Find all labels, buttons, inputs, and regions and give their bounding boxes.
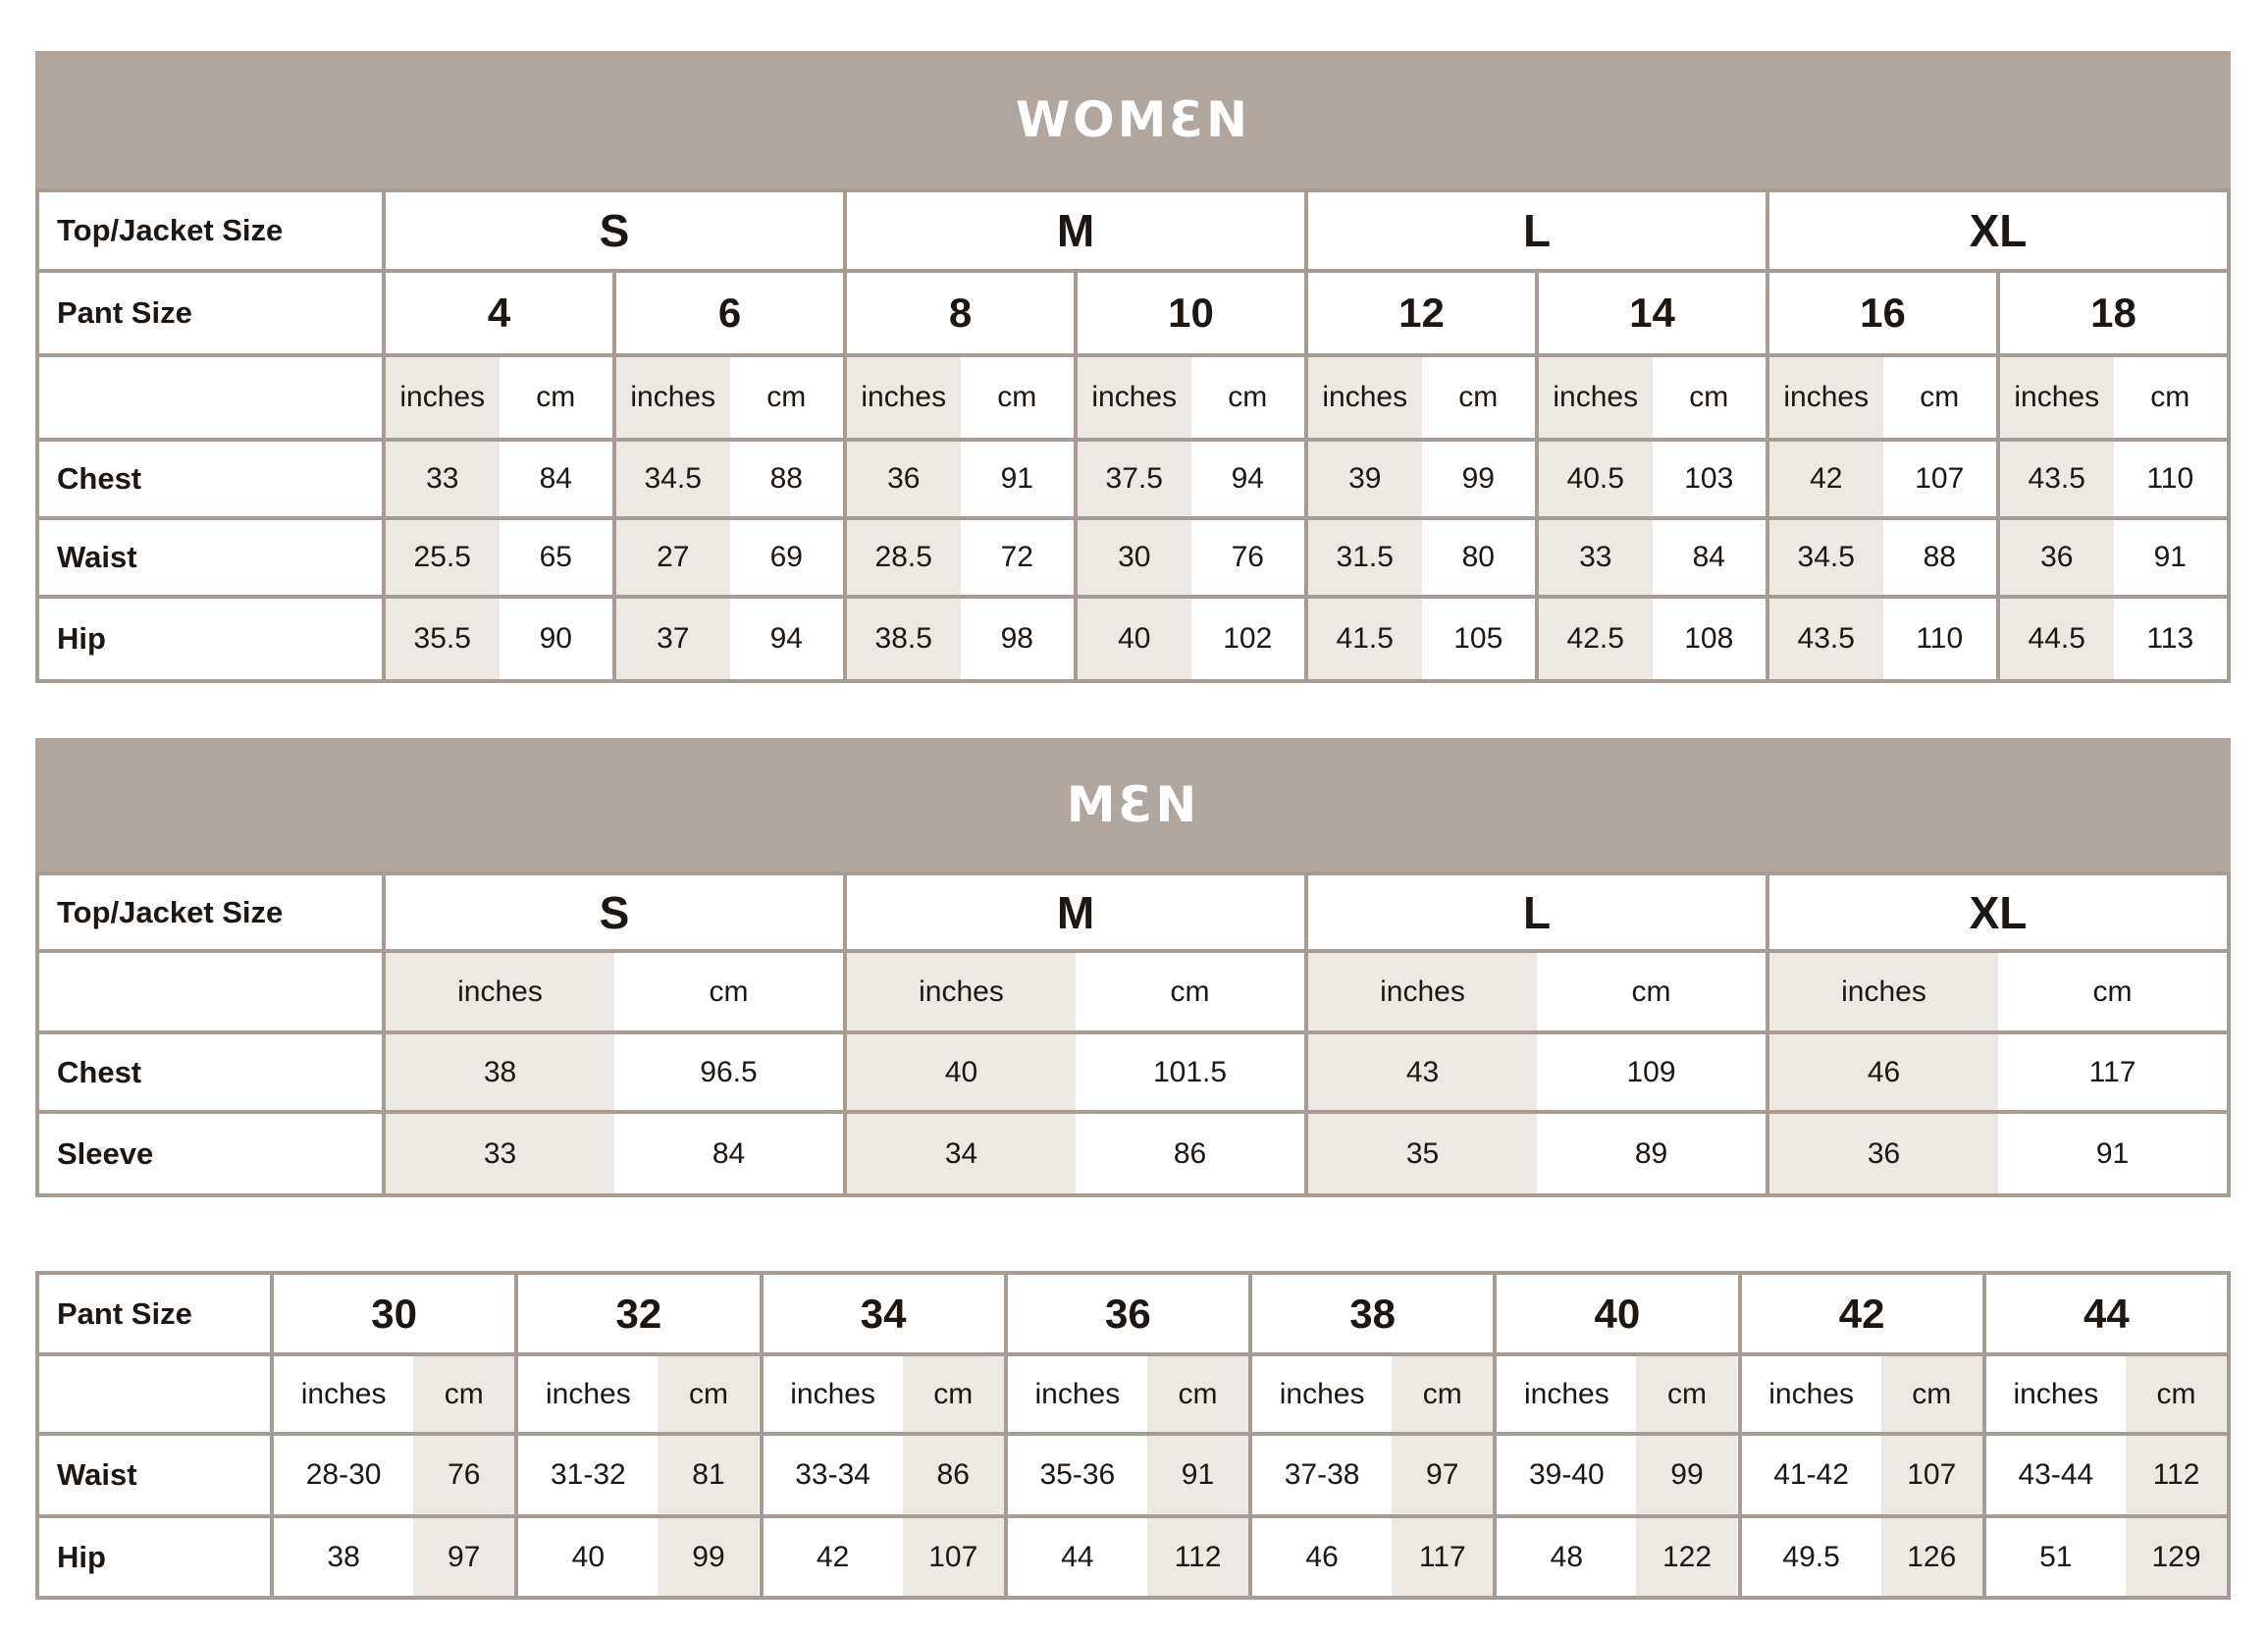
women-units-4-inches: inches	[386, 357, 500, 438]
men-pants-units-34-inches: inches	[790, 1377, 875, 1410]
men-pants-waist-size-32-inches: 31-32	[551, 1458, 626, 1491]
women-chest-size-12-inches: 39	[1308, 442, 1422, 516]
men-pants-hip-size-36-inches: 44	[1061, 1540, 1094, 1573]
men-sleeve-size-XL-inches: 36	[1769, 1114, 1998, 1193]
women-pant-size-18: 18	[2000, 273, 2227, 353]
women-chest-size-10	[1078, 442, 1304, 516]
men-chest-size-XL-cm: 117	[2088, 1055, 2136, 1088]
women-units-6	[616, 357, 843, 438]
men-pants-waist-size-34-cm: 86	[903, 1436, 1004, 1514]
men-pants-waist-size-38-cm: 97	[1392, 1436, 1493, 1514]
women-chest-size-10-cm: 94	[1231, 462, 1264, 495]
men-units-L-cm: cm	[1631, 975, 1671, 1008]
women-pant-size-10: 10	[1078, 273, 1304, 353]
women-chest-size-6	[616, 442, 843, 516]
men-pants-waist-size-36-inches: 35-36	[1039, 1458, 1116, 1491]
men-chest-size-S-cm: 96.5	[700, 1055, 758, 1088]
men-pants-hip-size-44	[1986, 1518, 2227, 1596]
men-pant-size-38: 38	[1252, 1275, 1493, 1352]
men-chest-size-XL-inches: 46	[1769, 1034, 1998, 1110]
men-pant-size-32: 32	[518, 1275, 759, 1352]
women-top-size-S: S	[386, 192, 843, 269]
women-units-8-inches: inches	[847, 357, 961, 438]
women-waist-size-6-inches: 27	[616, 520, 730, 595]
women-units-12-inches: inches	[1308, 357, 1422, 438]
men-pants-waist-size-42-cm: 107	[1881, 1436, 1982, 1514]
women-waist-size-4	[386, 520, 612, 595]
women-waist-size-12-inches: 31.5	[1308, 520, 1422, 595]
women-chest-size-10-inches: 37.5	[1078, 442, 1191, 516]
women-units-18-inches: inches	[2000, 357, 2114, 438]
women-hip-size-16-cm: 110	[1916, 622, 1964, 655]
women-waist-size-16-inches: 34.5	[1769, 520, 1883, 595]
men-pants-waist-size-38-inches: 37-38	[1284, 1458, 1360, 1491]
men-pants-waist-size-44	[1986, 1436, 2227, 1514]
women-units-10-inches: inches	[1078, 357, 1191, 438]
men-pants-waist-size-42	[1742, 1436, 1982, 1514]
women-units-row-spacer	[39, 357, 382, 438]
women-units-14-cm: cm	[1689, 381, 1729, 413]
men-pants-units-40-inches: inches	[1524, 1377, 1609, 1410]
women-units-4-cm: cm	[536, 381, 576, 413]
women-chest-size-6-cm: 88	[769, 462, 803, 495]
men-chest-size-M-inches: 40	[847, 1034, 1076, 1110]
men-pants-units-32	[518, 1356, 759, 1432]
men-pants-row-label-hip: Hip	[39, 1518, 270, 1596]
women-chest-size-16-inches: 42	[1769, 442, 1883, 516]
women-chest-size-14-inches: 40.5	[1539, 442, 1653, 516]
women-units-14	[1539, 357, 1766, 438]
women-chest-size-16-cm: 107	[1915, 462, 1965, 495]
men-chest-size-M	[847, 1034, 1304, 1110]
women-pant-size-14: 14	[1539, 273, 1766, 353]
men-table-title: MƐN	[35, 738, 2231, 871]
men-chest-size-M-cm: 101.5	[1152, 1055, 1228, 1088]
women-grid	[35, 188, 2231, 683]
men-sleeve-size-M-cm: 86	[1173, 1136, 1207, 1170]
men-pants-hip-size-34	[764, 1518, 1004, 1596]
men-pant-size-40: 40	[1497, 1275, 1737, 1352]
women-hip-size-4-inches: 35.5	[386, 599, 500, 679]
men-pants-hip-size-36-cm: 112	[1147, 1518, 1248, 1596]
men-pants-hip-size-34-cm: 107	[903, 1518, 1004, 1596]
women-chest-size-12-cm: 99	[1461, 462, 1495, 495]
men-pants-hip-size-34-inches: 42	[816, 1540, 850, 1573]
women-chest-size-8-cm: 91	[1000, 462, 1033, 495]
women-units-18-cm: cm	[2150, 381, 2190, 413]
men-pants-waist-size-40	[1497, 1436, 1737, 1514]
men-pants-waist-size-40-inches: 39-40	[1529, 1458, 1605, 1491]
men-pants-waist-size-36	[1008, 1436, 1248, 1514]
men-chest-size-XL	[1769, 1034, 2227, 1110]
women-chest-size-16	[1769, 442, 1996, 516]
men-row-label-chest: Chest	[39, 1034, 382, 1110]
women-hip-size-14-cm: 108	[1684, 622, 1734, 655]
men-pants-hip-size-38-inches: 46	[1305, 1540, 1339, 1573]
women-hip-size-8	[847, 599, 1074, 679]
men-pants-units-36-cm: cm	[1147, 1356, 1248, 1432]
women-chest-size-4	[386, 442, 612, 516]
women-top-size-XL: XL	[1769, 192, 2227, 269]
men-top-jacket-size-label: Top/Jacket Size	[39, 875, 382, 949]
men-grid	[35, 871, 2231, 1197]
women-pant-size-label: Pant Size	[39, 273, 382, 353]
women-units-8	[847, 357, 1074, 438]
women-chest-size-18	[2000, 442, 2227, 516]
men-pants-waist-size-32	[518, 1436, 759, 1514]
men-pants-hip-size-32	[518, 1518, 759, 1596]
men-pants-units-36	[1008, 1356, 1248, 1432]
women-waist-size-8-inches: 28.5	[847, 520, 961, 595]
men-units-M-cm: cm	[1170, 975, 1210, 1008]
men-pants-units-34-cm: cm	[903, 1356, 1004, 1432]
men-chest-size-L-inches: 43	[1308, 1034, 1537, 1110]
women-waist-size-8-cm: 72	[1000, 541, 1033, 573]
women-units-16-cm: cm	[1920, 381, 1960, 413]
men-pants-hip-size-32-cm: 99	[658, 1518, 759, 1596]
women-waist-size-10-inches: 30	[1078, 520, 1191, 595]
men-units-L-inches: inches	[1308, 953, 1537, 1030]
women-units-18	[2000, 357, 2227, 438]
women-hip-size-4	[386, 599, 612, 679]
women-units-12	[1308, 357, 1535, 438]
men-chest-size-L	[1308, 1034, 1766, 1110]
men-pants-units-32-inches: inches	[546, 1377, 631, 1410]
men-pants-units-34	[764, 1356, 1004, 1432]
women-table-title: WOMƐN	[35, 51, 2231, 188]
women-chest-size-8-inches: 36	[847, 442, 961, 516]
men-top-size-XL: XL	[1769, 875, 2227, 949]
men-pants-hip-size-32-inches: 40	[571, 1540, 606, 1573]
women-waist-size-14-cm: 84	[1692, 541, 1725, 573]
men-pants-hip-size-40-cm: 122	[1636, 1518, 1737, 1596]
men-pants-units-44-cm: cm	[2126, 1356, 2227, 1432]
women-units-4	[386, 357, 612, 438]
men-pants-units-42	[1742, 1356, 1982, 1432]
men-pants-units-32-cm: cm	[658, 1356, 759, 1432]
women-size-table	[35, 51, 2231, 683]
women-units-16-inches: inches	[1769, 357, 1883, 438]
men-pant-size-42: 42	[1742, 1275, 1982, 1352]
women-hip-size-4-cm: 90	[539, 622, 572, 655]
men-pants-units-42-cm: cm	[1881, 1356, 1982, 1432]
men-pants-units-36-inches: inches	[1034, 1377, 1121, 1410]
women-pant-size-16: 16	[1769, 273, 1996, 353]
men-pants-waist-size-36-cm: 91	[1147, 1436, 1248, 1514]
women-units-10	[1078, 357, 1304, 438]
women-hip-size-18-inches: 44.5	[2000, 599, 2114, 679]
men-pants-hip-size-42	[1742, 1518, 1982, 1596]
men-pants-hip-size-38-cm: 117	[1392, 1518, 1493, 1596]
men-sleeve-size-M	[847, 1114, 1304, 1193]
men-top-size-M: M	[847, 875, 1304, 949]
men-sleeve-size-S	[386, 1114, 843, 1193]
women-hip-size-6-inches: 37	[616, 599, 730, 679]
women-pant-size-4: 4	[386, 273, 612, 353]
women-hip-size-18	[2000, 599, 2227, 679]
men-pants-hip-size-30-cm: 97	[413, 1518, 514, 1596]
men-pants-waist-size-30-cm: 76	[413, 1436, 514, 1514]
men-units-XL	[1769, 953, 2227, 1030]
women-units-6-cm: cm	[766, 381, 807, 413]
men-pants-units-40	[1497, 1356, 1737, 1432]
women-waist-size-6-cm: 69	[769, 541, 803, 573]
women-hip-size-12-cm: 105	[1453, 622, 1503, 655]
women-waist-size-18-inches: 36	[2000, 520, 2114, 595]
men-pant-size-30: 30	[274, 1275, 514, 1352]
men-units-M	[847, 953, 1304, 1030]
men-units-S	[386, 953, 843, 1030]
women-units-6-inches: inches	[616, 357, 730, 438]
men-pants-units-38-cm: cm	[1392, 1356, 1493, 1432]
men-pants-units-row-spacer	[39, 1356, 270, 1432]
men-top-size-S: S	[386, 875, 843, 949]
women-pant-size-6: 6	[616, 273, 843, 353]
women-hip-size-14-inches: 42.5	[1539, 599, 1653, 679]
women-units-14-inches: inches	[1539, 357, 1653, 438]
women-waist-size-4-cm: 65	[539, 541, 572, 573]
men-pants-units-38	[1252, 1356, 1493, 1432]
men-sleeve-size-S-inches: 33	[386, 1114, 614, 1193]
men-pants-waist-size-30	[274, 1436, 514, 1514]
men-pants-units-30-inches: inches	[300, 1377, 387, 1410]
men-units-S-cm: cm	[709, 975, 749, 1008]
men-sleeve-size-XL	[1769, 1114, 2227, 1193]
women-hip-size-14	[1539, 599, 1766, 679]
men-pants-row-label-waist: Waist	[39, 1436, 270, 1514]
men-units-XL-cm: cm	[2092, 975, 2133, 1008]
men-chest-size-S	[386, 1034, 843, 1110]
men-pants-waist-size-38	[1252, 1436, 1493, 1514]
women-waist-size-6	[616, 520, 843, 595]
men-pants-grid	[35, 1271, 2231, 1600]
women-hip-size-12-inches: 41.5	[1308, 599, 1422, 679]
women-hip-size-10-cm: 102	[1223, 622, 1273, 655]
men-pants-units-42-inches: inches	[1768, 1377, 1854, 1410]
women-hip-size-10	[1078, 599, 1304, 679]
women-waist-size-8	[847, 520, 1074, 595]
men-pants-waist-size-44-cm: 112	[2126, 1436, 2227, 1514]
men-units-L	[1308, 953, 1766, 1030]
women-hip-size-16	[1769, 599, 1996, 679]
women-hip-size-6	[616, 599, 843, 679]
women-hip-size-10-inches: 40	[1078, 599, 1191, 679]
men-pants-hip-size-44-inches: 51	[2039, 1540, 2073, 1573]
women-row-label-waist: Waist	[39, 520, 382, 595]
men-units-S-inches: inches	[386, 953, 614, 1030]
women-chest-size-4-inches: 33	[386, 442, 500, 516]
men-pants-units-40-cm: cm	[1636, 1356, 1737, 1432]
men-pants-hip-size-42-inches: 49.5	[1782, 1540, 1840, 1573]
men-pants-hip-size-30-inches: 38	[327, 1540, 360, 1573]
men-pants-units-30-cm: cm	[413, 1356, 514, 1432]
women-waist-size-14	[1539, 520, 1766, 595]
men-pants-units-44	[1986, 1356, 2227, 1432]
men-pants-waist-size-32-cm: 81	[658, 1436, 759, 1514]
women-row-label-chest: Chest	[39, 442, 382, 516]
women-top-size-L: L	[1308, 192, 1766, 269]
women-chest-size-6-inches: 34.5	[616, 442, 730, 516]
women-hip-size-12	[1308, 599, 1535, 679]
women-waist-size-10	[1078, 520, 1304, 595]
men-pants-units-38-inches: inches	[1279, 1377, 1365, 1410]
women-top-jacket-size-label: Top/Jacket Size	[39, 192, 382, 269]
men-pants-hip-size-38	[1252, 1518, 1493, 1596]
women-chest-size-18-cm: 110	[2146, 462, 2194, 495]
men-chest-size-S-inches: 38	[386, 1034, 614, 1110]
men-units-row-spacer	[39, 953, 382, 1030]
men-pants-hip-size-44-cm: 129	[2126, 1518, 2227, 1596]
women-chest-size-18-inches: 43.5	[2000, 442, 2114, 516]
men-pant-size-36: 36	[1008, 1275, 1248, 1352]
women-hip-size-6-cm: 94	[769, 622, 803, 655]
men-sleeve-size-L	[1308, 1114, 1766, 1193]
women-pant-size-8: 8	[847, 273, 1074, 353]
women-chest-size-8	[847, 442, 1074, 516]
men-size-table	[35, 738, 2231, 1197]
men-pants-pant-size-label: Pant Size	[39, 1275, 270, 1352]
men-pants-waist-size-44-inches: 43-44	[2018, 1458, 2094, 1491]
men-pants-waist-size-34-inches: 33-34	[795, 1458, 870, 1491]
men-sleeve-size-M-inches: 34	[847, 1114, 1076, 1193]
men-sleeve-size-L-inches: 35	[1308, 1114, 1537, 1193]
women-waist-size-14-inches: 33	[1539, 520, 1653, 595]
men-pants-waist-size-30-inches: 28-30	[305, 1458, 382, 1491]
women-units-12-cm: cm	[1458, 381, 1499, 413]
women-waist-size-4-inches: 25.5	[386, 520, 500, 595]
women-waist-size-18-cm: 91	[2153, 541, 2187, 573]
women-waist-size-12-cm: 80	[1461, 541, 1495, 573]
women-hip-size-18-cm: 113	[2146, 622, 2194, 655]
men-pants-waist-size-40-cm: 99	[1636, 1436, 1737, 1514]
women-chest-size-14	[1539, 442, 1766, 516]
women-waist-size-18	[2000, 520, 2227, 595]
men-units-M-inches: inches	[847, 953, 1076, 1030]
men-pants-hip-size-40-inches: 48	[1550, 1540, 1584, 1573]
men-pants-units-30	[274, 1356, 514, 1432]
men-row-label-sleeve: Sleeve	[39, 1114, 382, 1193]
women-units-10-cm: cm	[1228, 381, 1268, 413]
women-units-8-cm: cm	[997, 381, 1037, 413]
women-chest-size-14-cm: 103	[1684, 462, 1734, 495]
women-hip-size-16-inches: 43.5	[1769, 599, 1883, 679]
men-pants-units-44-inches: inches	[2013, 1377, 2099, 1410]
women-top-size-M: M	[847, 192, 1304, 269]
men-sleeve-size-S-cm: 84	[712, 1136, 746, 1170]
women-waist-size-16	[1769, 520, 1996, 595]
women-units-16	[1769, 357, 1996, 438]
women-waist-size-12	[1308, 520, 1535, 595]
men-pant-size-34: 34	[764, 1275, 1004, 1352]
women-waist-size-16-cm: 88	[1923, 541, 1956, 573]
women-row-label-hip: Hip	[39, 599, 382, 679]
women-waist-size-10-cm: 76	[1231, 541, 1264, 573]
men-pants-hip-size-42-cm: 126	[1881, 1518, 1982, 1596]
women-hip-size-8-inches: 38.5	[847, 599, 961, 679]
men-pants-hip-size-30	[274, 1518, 514, 1596]
men-pants-size-table	[35, 1271, 2231, 1600]
women-chest-size-4-cm: 84	[539, 462, 572, 495]
women-pant-size-12: 12	[1308, 273, 1535, 353]
women-hip-size-8-cm: 98	[1000, 622, 1033, 655]
men-units-XL-inches: inches	[1769, 953, 1998, 1030]
men-chest-size-L-cm: 109	[1626, 1055, 1676, 1088]
men-pants-waist-size-42-inches: 41-42	[1773, 1458, 1849, 1491]
women-chest-size-12	[1308, 442, 1535, 516]
men-pants-hip-size-40	[1497, 1518, 1737, 1596]
men-sleeve-size-XL-cm: 91	[2095, 1136, 2130, 1170]
men-top-size-L: L	[1308, 875, 1766, 949]
men-pants-hip-size-36	[1008, 1518, 1248, 1596]
men-pants-waist-size-34	[764, 1436, 1004, 1514]
men-sleeve-size-L-cm: 89	[1634, 1136, 1668, 1170]
men-pant-size-44: 44	[1986, 1275, 2227, 1352]
